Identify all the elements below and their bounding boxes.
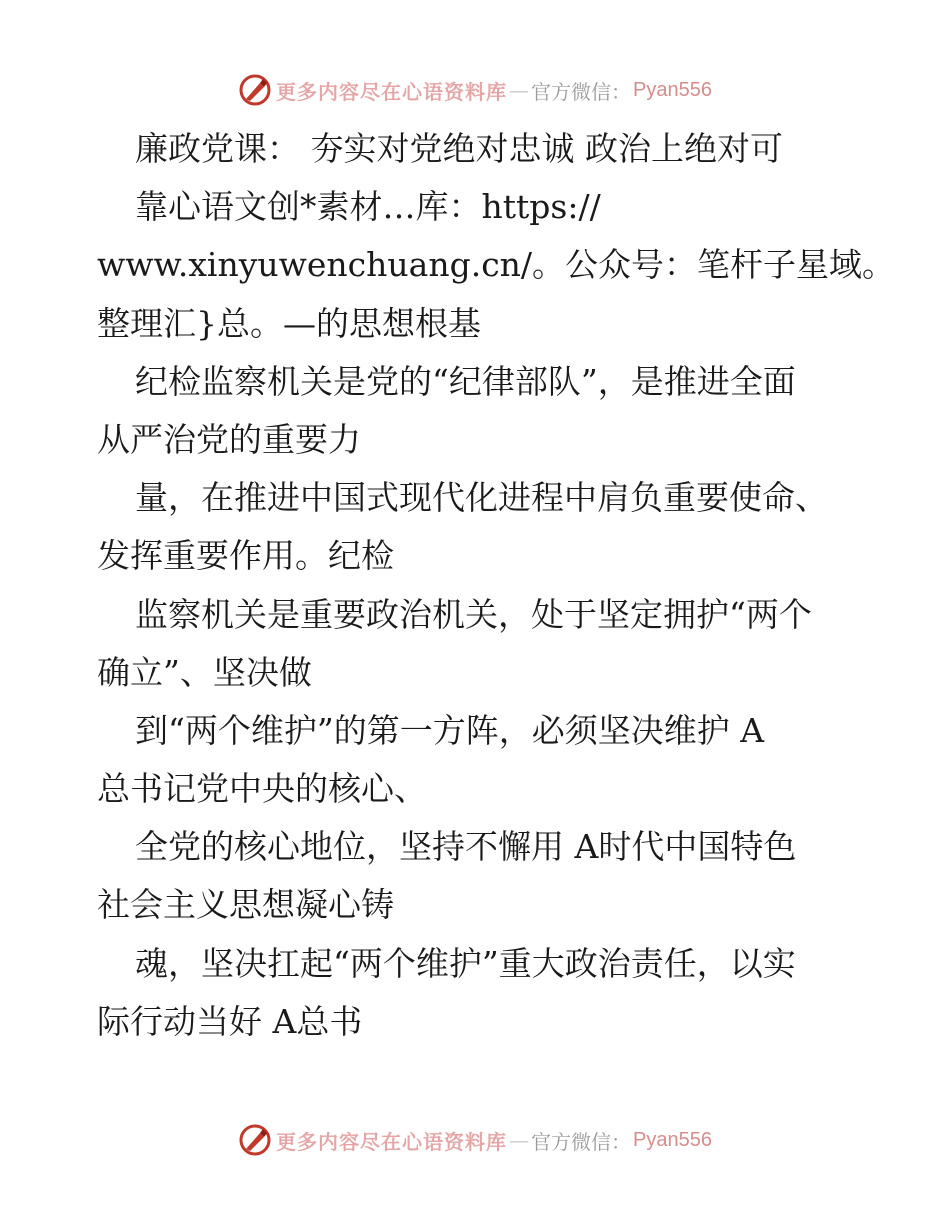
text-line: 际行动当好 A总书 <box>97 1001 363 1041</box>
footer-banner[interactable] <box>0 1120 950 1160</box>
banner-wechat-id: Pyan556 <box>633 78 712 101</box>
banner-wechat-label: 官方微信： <box>531 1129 632 1154</box>
text-line: 全党的核心地位，坚持不懈用 A时代中国特色 <box>135 827 797 867</box>
banner-separator: — <box>509 1128 530 1152</box>
text-line: 量，在推进中国式现代化进程中肩负重要使命、 <box>135 478 828 518</box>
banner-text: 更多内容尽在心语资料库 <box>276 1129 508 1154</box>
pen-logo-icon <box>238 73 272 107</box>
text-line: 靠心语文创*素材…库：https:// <box>135 187 601 227</box>
text-line: 社会主义思想凝心铸 <box>97 885 394 925</box>
banner-separator: — <box>509 78 530 102</box>
text-line: 监察机关是重要政治机关，处于坚定拥护“两个 <box>135 594 812 634</box>
pen-logo-icon <box>238 1123 272 1157</box>
document-body <box>97 120 896 1051</box>
text-line: 魂，坚决扛起“两个维护”重大政治责任，以实 <box>135 943 796 983</box>
header-banner[interactable] <box>0 70 950 110</box>
text-line: 发挥重要作用。纪检 <box>97 536 394 576</box>
text-line: www.xinyuwenchuang.cn/。公众号：笔杆子星域。 <box>97 245 896 285</box>
banner-wechat-id: Pyan556 <box>633 1128 712 1151</box>
text-line: 到“两个维护”的第一方阵，必须坚决维护 A <box>135 710 765 750</box>
text-line: 从严治党的重要力 <box>97 419 361 459</box>
banner-text: 更多内容尽在心语资料库 <box>276 79 508 104</box>
text-line: 纪检监察机关是党的“纪律部队”，是推进全面 <box>135 361 796 401</box>
text-line: 总书记党中央的核心、 <box>97 769 427 809</box>
banner-wechat-label: 官方微信： <box>531 79 632 104</box>
text-line: 确立”、坚决做 <box>97 652 312 692</box>
text-line: 整理汇}总。—的思想根基 <box>97 303 481 343</box>
text-line: 廉政党课： 夯实对党绝对忠诚 政治上绝对可 <box>135 129 783 168</box>
